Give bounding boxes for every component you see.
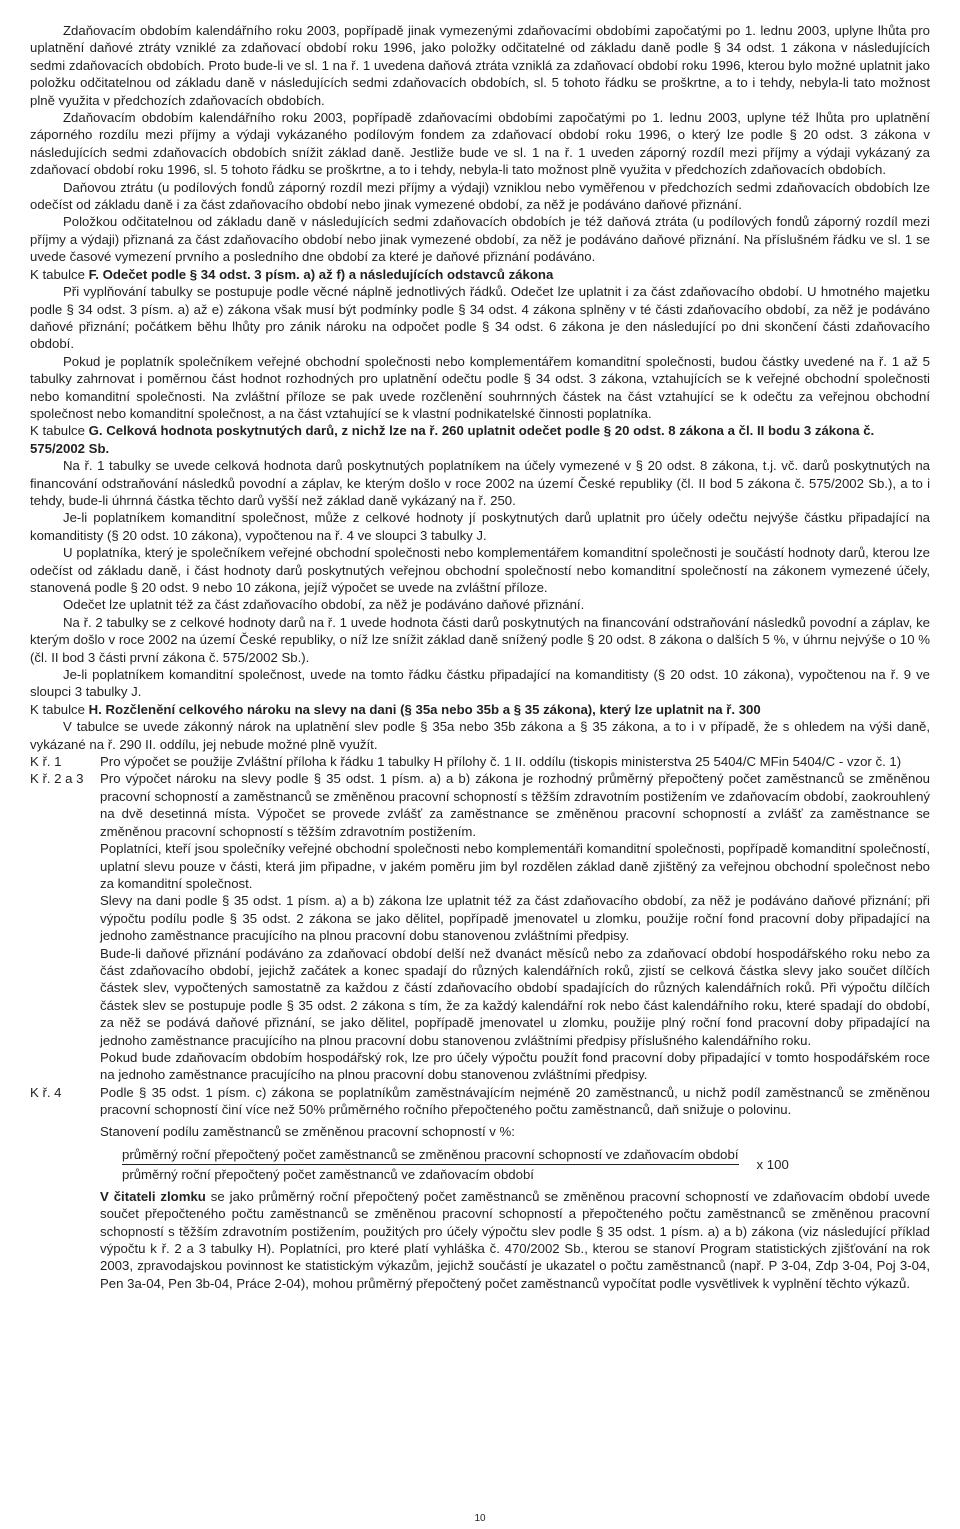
row-label: K ř. 4: [30, 1084, 62, 1100]
paragraph: Poplatníci, kteří jsou společníky veřejné obchodní společnosti nebo komplementáři komanditní společnosti, popřípadě komanditní společností, uplatní slevu pouze v části, která jim připadne, v jakém poměru jim byl rozdělen základ daně zjištěný za veřejnou obchodní společnost nebo za komanditní společnost.: [100, 841, 930, 891]
formula-denominator: průměrný roční přepočtený počet zaměstnanců ve zdaňovacím období: [122, 1167, 534, 1183]
row-label: K ř. 1: [30, 754, 62, 770]
formula-multiplier: x 100: [756, 1157, 789, 1173]
page-number: 10: [474, 1513, 486, 1524]
row-k-r-2-3: [30, 770, 930, 1083]
section-g-heading: K tabulce G. Celková hodnota poskytnutých darů, z nichž lze na ř. 260 uplatnit odečet podle § 20 odst. 8 zákona a čl. II bodu 3 zákona č. 575/2002 Sb.: [30, 423, 875, 456]
paragraph: Na ř. 1 tabulky se uvede celková hodnota darů poskytnutých poplatníkem na účely vymezené v § 20 odst. 8 zákona, t.j. vč. darů poskytnutých na financování odstraňování následků povodní a záplav, ke kterým došlo v roce 2002 na území České republiky (čl. II bod 5 zákona č. 575/2002 Sb.), a to i tehdy, bude-li úhrnná částka těchto darů vyšší než základ daně vykázaný na ř. 250.: [30, 458, 930, 508]
paragraph: Podle § 35 odst. 1 písm. c) zákona se poplatníkům zaměstnávajícím nejméně 20 zaměstnanců, u nichž podíl zaměstnanců se změněnou pracovní schopností činí více než 50% průměrného ročního přepočteného počtu zaměstnanců, daň snižuje o polovinu.: [100, 1084, 930, 1118]
paragraph: Zdaňovacím obdobím kalendářního roku 2003, popřípadě zdaňovacími obdobími započatými po 1. lednu 2003, uplyne též lhůta pro uplatnění záporného rozdílu mezi příjmy a výdaji vykázaného podílovým fondem za zdaňovací období roku 1996, o který lze podle § 20 odst. 3 zákona v následujících sedmi zdaňovacích obdobích snížit základ daně. Jestliže bude ve sl. 1 na ř. 1 uveden záporný rozdíl mezi příjmy a výdaji vykázaný za zdaňovací období roku 1996, sl. 5 tohoto řádku se proškrtne, a to i tehdy, nebyla-li tato možnost plně využita v předchozích zdaňovacích obdobích.: [30, 110, 930, 178]
paragraph: Položkou odčitatelnou od základu daně v následujících sedmi zdaňovacích obdobích je též daňová ztráta (u podílových fondů záporný rozdíl mezi příjmy a výdaji) přiznaná za část zdaňovacího období nebo jinak vymezené období, za něž je podáváno daňové přiznání. Na příslušném řádku ve sl. 1 se uvede časové vymezení prvního a posledního dne období za které je daňové přiznání podáváno.: [30, 214, 930, 265]
paragraph: Pokud je poplatník společníkem veřejné obchodní společnosti nebo komplementářem komanditní společnosti, budou částky uvedené na ř. 1 až 5 tabulky zahrnovat i poměrnou část hodnot rozhodných pro uplatnění odečtu podle § 34 odst. 3 zákona, vztahujících se k veřejné obchodní společnosti nebo komanditní společnosti. Na zvláštní příloze se pak uvede rozčlenění souhrnných částek na část vztahující se k odečtu za veřejnou obchodní společnost nebo komanditní společnost, a na část vztahující se k vlastní podnikatelské činnosti poplatníka.: [30, 353, 930, 421]
paragraph: Pokud bude zdaňovacím obdobím hospodářský rok, lze pro účely výpočtu použít fond pracovní doby připadající v tomto hospodářském roce na jednoho zaměstnance pracujícího na plnou pracovní dobu stanovenou zvláštními předpisy.: [100, 1049, 930, 1083]
paragraph: Bude-li daňové přiznání podáváno za zdaňovací období delší než dvanáct měsíců nebo za zdaňovací období hospodářského roku nebo za část zdaňovacího období, jejichž začátek a konec spadají do různých kalendářních roků, zjistí se celková částka slevy jako součet dílčích částek slev, vypočtených samostatně za každou z částí zdaňovacího období spadajících do různých kalendářních roků. Při výpočtu dílčích částek slev se postupuje podle § 35 odst. 2 zákona s tím, že za každý kalendářní rok nebo část kalendářního roku, které spadají do období, za něž se podává daňové přiznání, se jako dělitel, popřípadě jmenovatel u zlomku, použije plný roční fond pracovní doby připadající na jednoho zaměstnance pracujícího na plnou pracovní dobu stanovenou zvláštními předpisy příslušného kalendářního roku.: [100, 945, 930, 1048]
paragraph: Na ř. 2 tabulky se z celkové hodnoty darů na ř. 1 uvede hodnota části darů poskytnutých na financování odstraňování následků povodní a záplav, ke kterým došlo v roce 2002 na území České republiky, o níž lze snížit základ daně snížený podle § 20 odst. 8 zákona o dalších 5 %, v úhrnu nejvýše o 10 % (čl. II bod 3 části první zákona č. 575/2002 Sb.).: [30, 614, 930, 665]
paragraph: Je-li poplatníkem komanditní společnost, uvede na tomto řádku částku připadající na komanditisty (§ 20 odst. 10 zákona), vypočtenou na ř. 9 ve sloupci 3 tabulky J.: [30, 667, 930, 700]
paragraph: Pro výpočet nároku na slevy podle § 35 odst. 1 písm. a) a b) zákona je rozhodný průměrný přepočtený počet zaměstnanců se změněnou pracovní schopností a zaměstnanců se změněnou pracovní schopností s těžším zdravotním postižením ve zdaňovacím období, zaokrouhlený na dvě desetinná místa. Výpočet se provede zvlášť za zaměstnance se změněnou pracovní schopností a zvlášť za zaměstnance se změněnou pracovní schopností s těžším zdravotním postižením.: [100, 771, 930, 839]
formula-intro: Stanovení podílu zaměstnanců se změněnou pracovní schopností v %:: [100, 1123, 515, 1139]
row-label: K ř. 2 a 3: [30, 771, 84, 787]
paragraph: V tabulce se uvede zákonný nárok na uplatnění slev podle § 35a nebo 35b zákona a § 35 zákona, a to i v případě, že s ohledem na výši daně, vykázané na ř. 290 II. oddílu, jej nebude možné plně využít.: [30, 719, 930, 752]
paragraph: Odečet lze uplatnit též za část zdaňovacího období, za něž je podáváno daňové přiznání.: [63, 597, 585, 613]
formula: [122, 1146, 930, 1184]
formula-numerator: průměrný roční přepočtený počet zaměstnanců se změněnou pracovní schopností ve zdaňovacím období: [122, 1146, 739, 1165]
row-k-r-1: [30, 753, 930, 770]
paragraph: Slevy na dani podle § 35 odst. 1 písm. a) a b) zákona lze uplatnit též za část zdaňovacího období, za něž je podáváno daňové přiznání; při výpočtu podílu podle § 35 odst. 2 zákona se jako dělitel, popřípadě jmenovatel u zlomku, použije roční fond pracovní doby připadající na jednoho zaměstnance pracujícího na plnou pracovní dobu stanovenou zvláštními předpisy.: [100, 893, 930, 944]
final-paragraph: V čitateli zlomku se jako průměrný roční přepočtený počet zaměstnanců se změněnou pracovní schopností ve zdaňovacím období uvede součet přepočteného počtu zaměstnanců se změněnou pracovní schopností a přepočteného počtu zaměstnanců se změněnou pracovní schopností s těžším zdravotním postižením, použitých pro účely výpočtu slev podle § 35 odst. 1 písm. a) a b) zákona (viz následující příklad výpočtu k ř. 2 a 3 tabulky H). Poplatníci, pro které platí vyhláška č. 470/2002 Sb., kterou se stanoví Program statistických zjišťování na rok 2003, zpravodajskou povinnost ke statistickým výkazům, jejichž součástí je ukazatel o počtu zaměstnanců (např. P 3-04, Zdp 3-04, Poj 3-04, Pen 3a-04, Pen 3b-04, Práce 2-04), mohou průměrný přepočtený počet zaměstnanců vypočítat podle vysvětlivek k vyplnění těchto výkazů.: [100, 1188, 930, 1291]
section-f-heading: K tabulce F. Odečet podle § 34 odst. 3 písm. a) až f) a následujících odstavců zákona: [30, 266, 554, 282]
row-k-r-4: [30, 1084, 930, 1119]
formula-fraction: [122, 1146, 739, 1184]
paragraph: Pro výpočet se použije Zvláštní příloha k řádku 1 tabulky H přílohy č. 1 II. oddílu (tiskopis ministerstva 25 5404/C MFin 5404/C - vzor č. 1): [100, 754, 902, 770]
paragraph: Zdaňovacím obdobím kalendářního roku 2003, popřípadě jinak vymezenými zdaňovacími obdobími započatými po 1. lednu 2003, uplyne lhůta pro uplatnění daňové ztráty vzniklé za zdaňovací období roku 1996, jako položky odčitatelné od základu daně podle § 34 odst. 1 zákona v následujících sedmi zdaňovacích obdobích. Proto bude-li ve sl. 1 na ř. 1 uvedena daňová ztráta vzniklá za zdaňovací období roku 1996, kterou bylo možné uplatnit jako položku odčitatelnou od základu daně v následujících sedmi zdaňovacích obdobích, sl. 5 tohoto řádku se proškrtne, a to i tehdy, nebyla-li tato možnost plně využita v předchozích zdaňovacích obdobích.: [30, 23, 930, 108]
paragraph: U poplatníka, který je společníkem veřejné obchodní společnosti nebo komplementářem komanditní společnosti je součástí hodnoty darů, kterou lze odečíst od základu daně, i část hodnoty darů poskytnutých veřejnou obchodní společností nebo komanditní společností na zákonem vymezené účely, stanovená podle § 20 odst. 9 nebo 10 zákona, jejíž výpočet se uvede na zvláštní příloze.: [30, 545, 930, 595]
document-page: [30, 22, 930, 1292]
paragraph: Při vyplňování tabulky se postupuje podle věcné náplně jednotlivých řádků. Odečet lze uplatnit i za část zdaňovacího období. U hmotného majetku podle § 34 odst. 3 písm. a) až e) zákona však musí být podmínky podle § 34 odst. 4 zákona splněny v té části zdaňovacího období, za něž je podáváno daňové přiznání; počátkem běhu lhůty pro zánik nároku na odpočet podle § 34 odst. 6 zákona je den následující po dni skončení části zdaňovacího období.: [30, 284, 930, 352]
section-h-heading: K tabulce H. Rozčlenění celkového nároku na slevy na dani (§ 35a nebo 35b a § 35 zákona), který lze uplatnit na ř. 300: [30, 701, 761, 717]
paragraph: Je-li poplatníkem komanditní společnost, může z celkové hodnoty jí poskytnutých darů uplatnit pro účely odečtu nejvýše částku připadající na komanditisty (§ 20 odst. 10 zákona), vypočtenou na ř. 4 ve sloupci 3 tabulky J.: [30, 510, 930, 543]
paragraph: Daňovou ztrátu (u podílových fondů záporný rozdíl mezi příjmy a výdaji) vzniklou nebo vyměřenou v předchozích sedmi zdaňovacích obdobích lze odečíst od základu daně i za část zdaňovacího období nebo jinak vymezené období, za něž je podáváno daňové přiznání.: [30, 179, 930, 213]
